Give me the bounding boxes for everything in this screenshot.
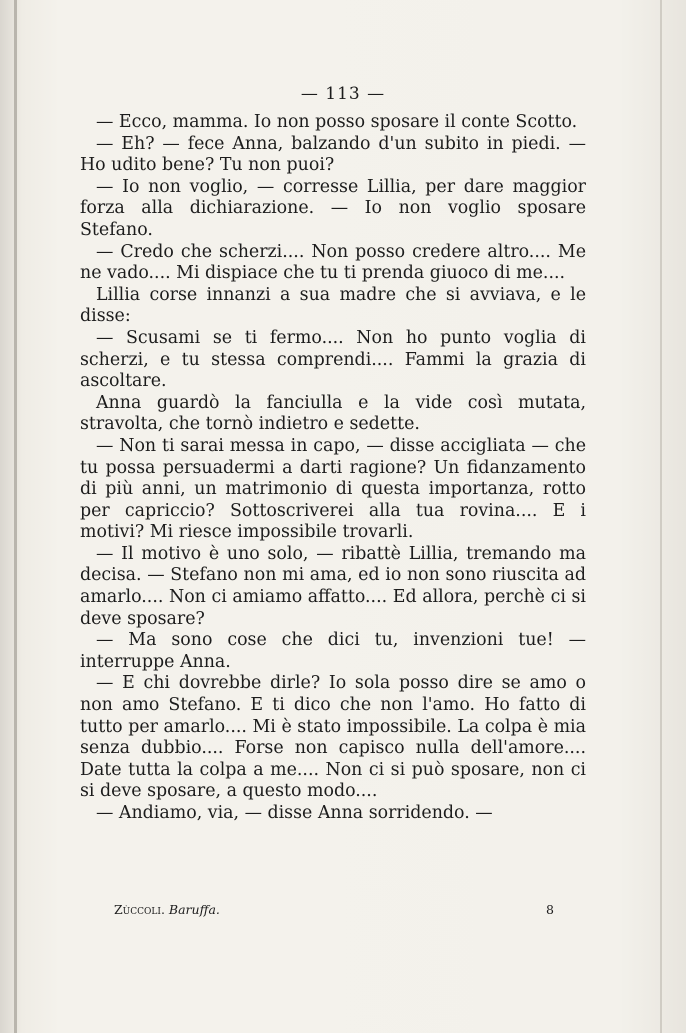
signature-mark: 8 — [546, 902, 554, 917]
paragraph: Lillia corse innanzi a sua madre che si avviava, e le disse: — [80, 284, 586, 327]
paragraph: — Ma sono cose che dici tu, invenzioni tue! — interruppe Anna. — [80, 630, 586, 672]
page-footer — [114, 902, 554, 917]
footer-title: Baruffa. — [168, 902, 220, 917]
page-right-edge — [660, 0, 662, 1033]
paragraph: — E chi dovrebbe dirle? Io sola posso dire se amo o non amo Stefano. E ti dico che non l'amo. Ho fatto di tutto per amarlo.... Mi è stato impossibile. La colpa è mia senza dubbio.... Forse non capisco nulla dell'amore.... Date tutta la colpa a me.... Non ci si può sposare, non ci si deve sposare, a questo modo.... — [80, 673, 586, 802]
footer-author: Zùccoli. — [114, 902, 165, 917]
paragraph: Anna guardò la fanciulla e la vide così mutata, stravolta, che tornò indietro e sedette. — [80, 392, 586, 435]
paragraph: — Andiamo, via, — disse Anna sorridendo. — — [96, 803, 493, 823]
paragraph: — Eh? — fece Anna, balzando d'un subito in piedi. — Ho udito bene? Tu non puoi? — [80, 133, 586, 176]
page-left-edge — [14, 0, 17, 1033]
body-text — [80, 112, 586, 825]
paragraph: — Credo che scherzi.... Non posso credere altro.... Me ne vado.... Mi dispiace che tu ti prenda giuoco di me.... — [80, 241, 586, 284]
paragraph: — Io non voglio, — corresse Lillia, per dare maggior forza alla dichiarazione. — Io non voglio sposare Stefano. — [80, 176, 586, 240]
paragraph: — Ecco, mamma. Io non posso sposare il conte Scotto. — [96, 112, 578, 132]
page-number: — 113 — — [300, 84, 386, 104]
paragraph: — Non ti sarai messa in capo, — disse accigliata — che tu possa persuadermi a darti ragione? Un fidanzamento di più anni, un matrimonio di questa importanza, rotto per capriccio? Sottoscriverei alla tua rovina.... E i motivi? Mi riesce impossibile trovarli. — [80, 435, 586, 543]
paragraph: — Il motivo è uno solo, — ribattè Lillia, tremando ma decisa. — Stefano non mi ama, ed io non sono riuscita ad amarlo.... Non ci amiamo affatto.... Ed allora, perchè ci si deve sposare? — [80, 543, 586, 629]
paragraph: — Scusami se ti fermo.... Non ho punto voglia di scherzi, e tu stessa comprendi.... Fammi la grazia di ascoltare. — [80, 327, 586, 392]
